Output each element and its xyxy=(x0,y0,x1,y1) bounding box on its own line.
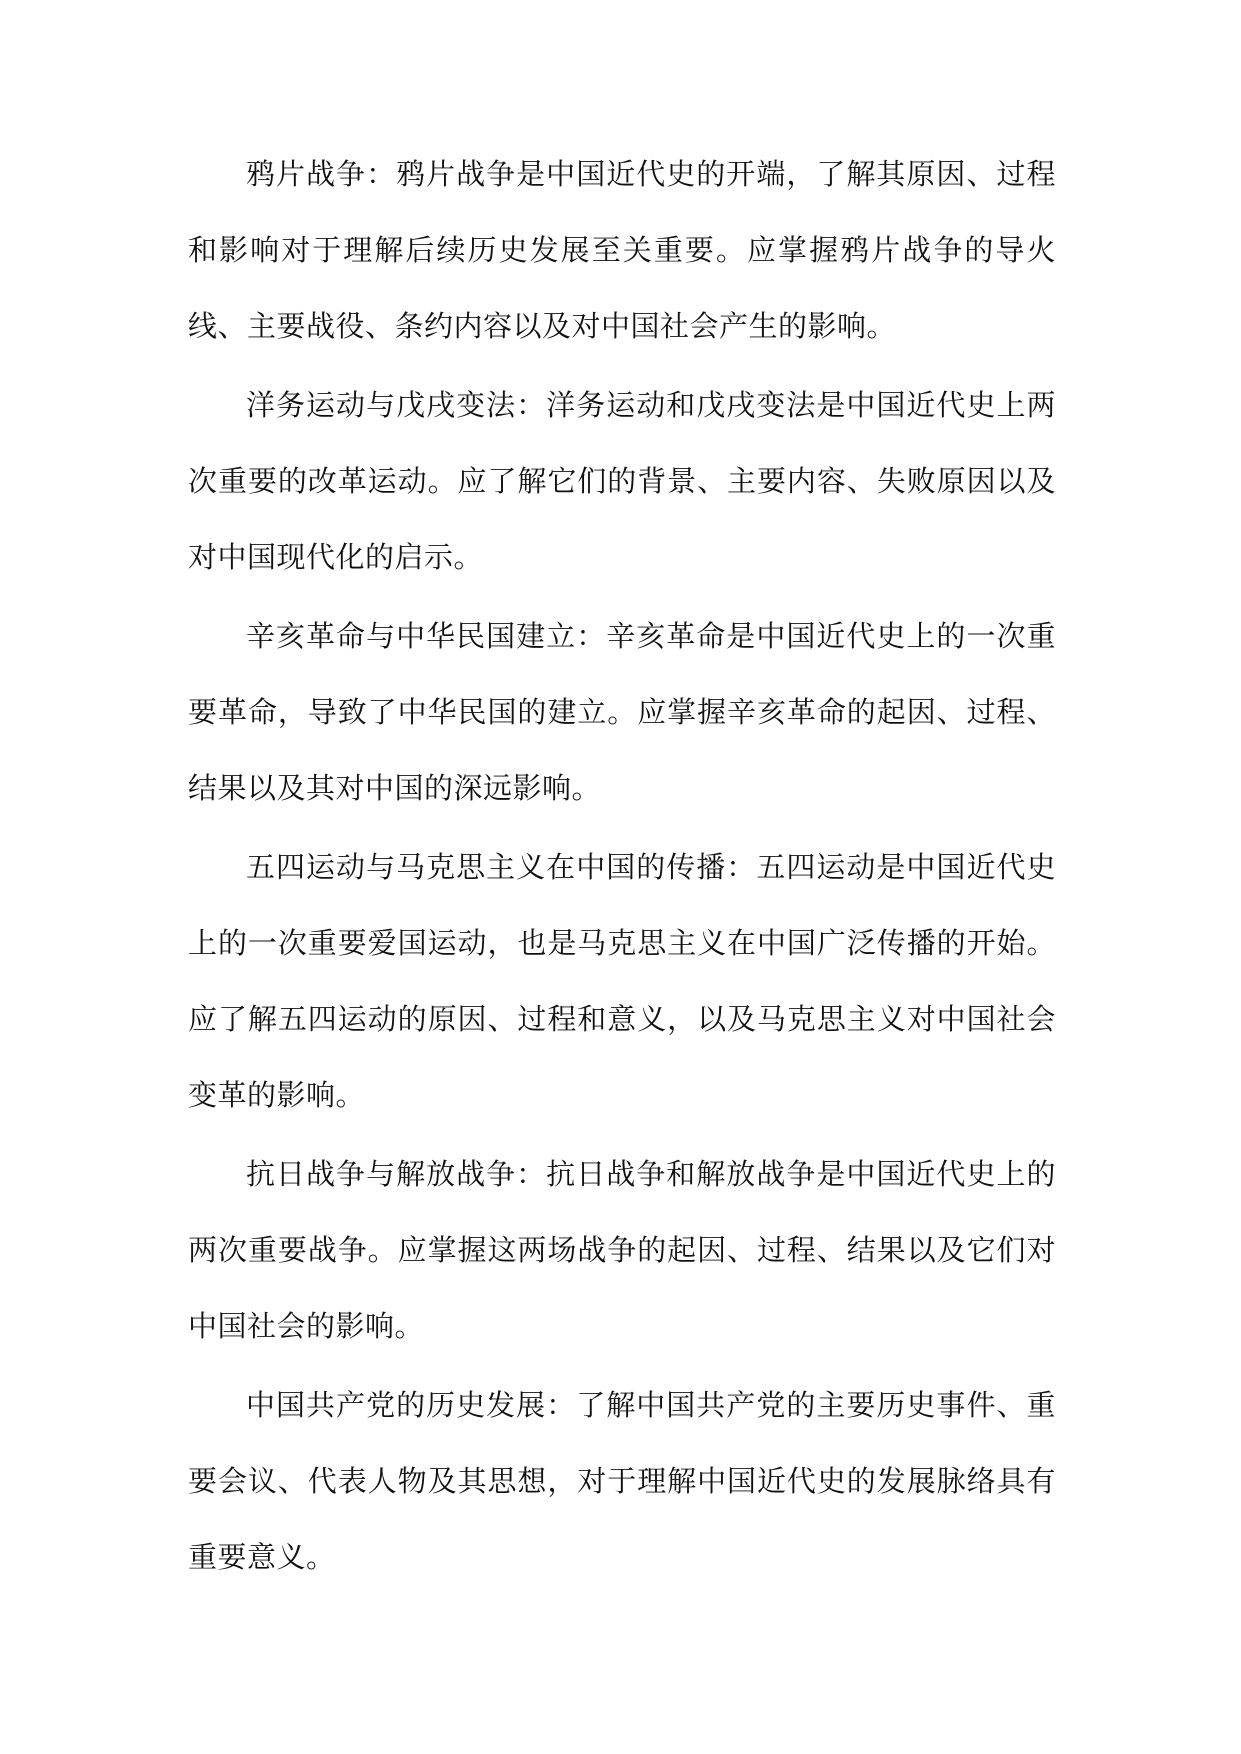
paragraph-xinhai-revolution: 辛亥革命与中华民国建立：辛亥革命是中国近代史上的一次重要革命，导致了中华民国的建立。应掌握辛亥革命的起因、过程、结果以及其对中国的深远影响。 xyxy=(188,619,1056,805)
document-body xyxy=(188,136,1056,1598)
paragraph-wars: 抗日战争与解放战争：抗日战争和解放战争是中国近代史上的两次重要战争。应掌握这两场战争的起因、过程、结果以及它们对中国社会的影响。 xyxy=(188,1157,1056,1343)
paragraph-westernization-reform: 洋务运动与戊戌变法：洋务运动和戊戌变法是中国近代史上两次重要的改革运动。应了解它们的背景、主要内容、失败原因以及对中国现代化的启示。 xyxy=(188,388,1056,574)
paragraph-opium-war: 鸦片战争：鸦片战争是中国近代史的开端，了解其原因、过程和影响对于理解后续历史发展至关重要。应掌握鸦片战争的导火线、主要战役、条约内容以及对中国社会产生的影响。 xyxy=(188,157,1056,343)
paragraph-cpc-history: 中国共产党的历史发展：了解中国共产党的主要历史事件、重要会议、代表人物及其思想，对于理解中国近代史的发展脉络具有重要意义。 xyxy=(188,1388,1056,1574)
paragraph-may-fourth: 五四运动与马克思主义在中国的传播：五四运动是中国近代史上的一次重要爱国运动，也是马克思主义在中国广泛传播的开始。应了解五四运动的原因、过程和意义，以及马克思主义对中国社会变革的影响。 xyxy=(188,850,1056,1112)
